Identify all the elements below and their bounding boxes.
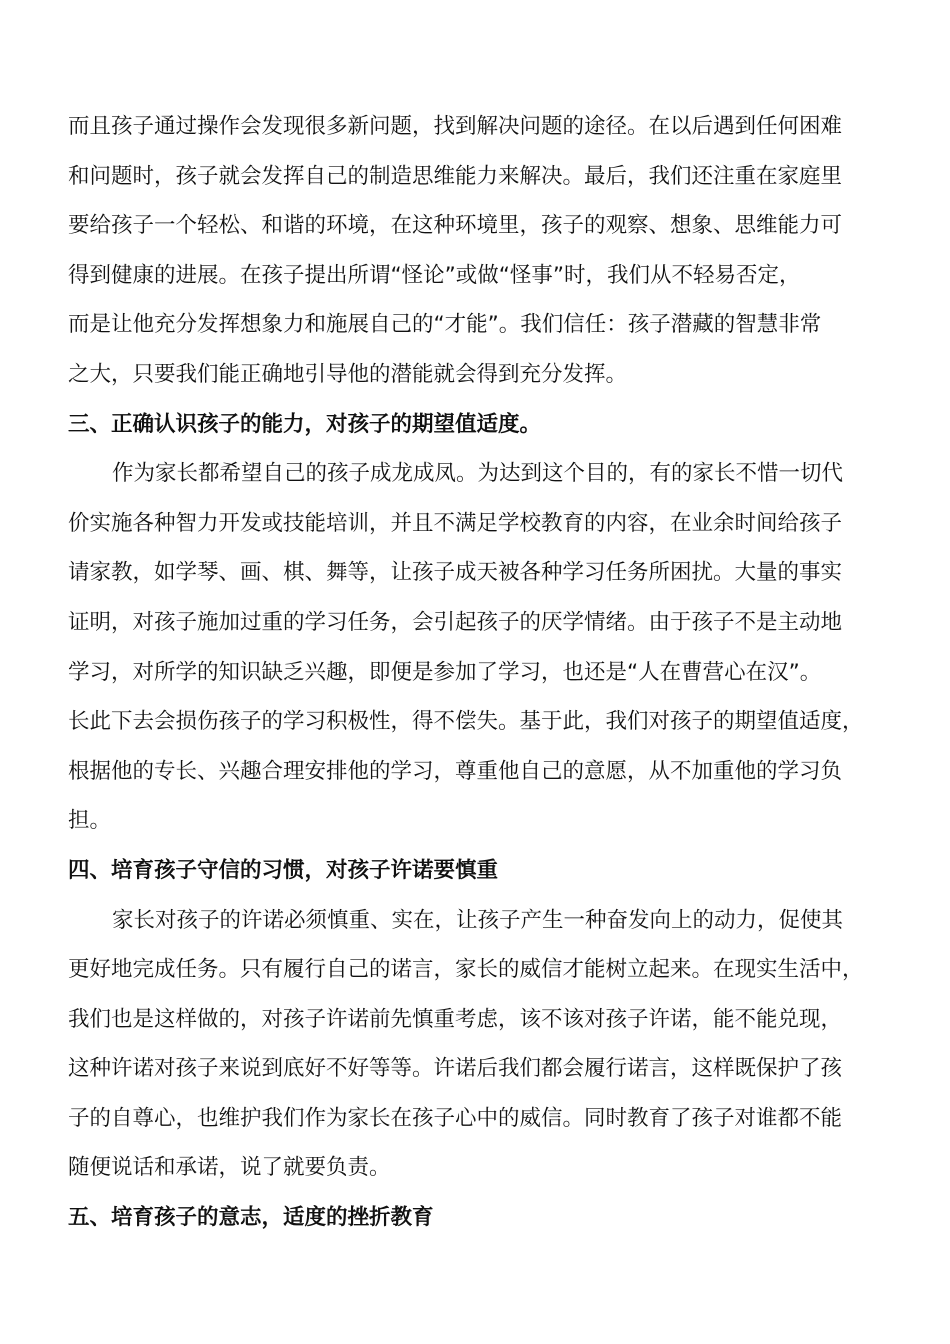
text-line: 这种许诺对孩子来说到底好不好等等。许诺后我们都会履行诺言，这样既保护了孩 [68, 1056, 843, 1082]
section-heading-text: 三、正确认识孩子的能力，对孩子的期望值适度。 [68, 411, 542, 437]
text-line: 担。 [68, 808, 112, 834]
section-heading-text: 五、培育孩子的意志，适度的挫折教育 [68, 1205, 434, 1231]
section-heading-4 [68, 846, 883, 896]
text-line: 证明，对孩子施加过重的学习任务，会引起孩子的厌学情绪。由于孩子不是主动地 [68, 609, 843, 635]
text-line: 价实施各种智力开发或技能培训，并且不满足学校教育的内容，在业余时间给孩子 [68, 510, 843, 536]
text-line: 而且孩子通过操作会发现很多新问题，找到解决问题的途径。在以后遇到任何困难 [68, 114, 843, 139]
paragraph-expectations [68, 449, 883, 846]
text-line: 随便说话和承诺，说了就要负责。 [68, 1155, 391, 1181]
text-line: 作为家长都希望自己的孩子成龙成凤。为达到这个目的，有的家长不惜一切代 [112, 461, 844, 487]
section-heading-3 [68, 400, 883, 450]
text-line: 得到健康的进展。在孩子提出所谓“怪论”或做“怪事”时，我们从不轻易否定， [68, 262, 801, 288]
paragraph-creativity-continued [68, 102, 883, 400]
text-line: 而是让他充分发挥想象力和施展自己的“才能”。我们信任：孩子潜藏的智慧非常 [68, 312, 822, 338]
text-line: 根据他的专长、兴趣合理安排他的学习，尊重他自己的意愿，从不加重他的学习负 [68, 758, 843, 784]
text-line: 更好地完成任务。只有履行自己的诺言，家长的威信才能树立起来。在现实生活中， [68, 957, 864, 983]
text-line: 和问题时，孩子就会发挥自己的制造思维能力来解决。最后，我们还注重在家庭里 [68, 163, 843, 189]
text-line: 我们也是这样做的，对孩子许诺前先慎重考虑，该不该对孩子许诺，能不能兑现， [68, 1006, 843, 1032]
text-line: 家长对孩子的许诺必须慎重、实在，让孩子产生一种奋发向上的动力，促使其 [112, 907, 844, 933]
text-line: 长此下去会损伤孩子的学习积极性，得不偿失。基于此，我们对孩子的期望值适度， [68, 709, 864, 735]
text-line: 子的自尊心，也维护我们作为家长在孩子心中的威信。同时教育了孩子对谁都不能 [68, 1105, 843, 1131]
section-heading-5 [68, 1193, 883, 1243]
document-body [68, 102, 883, 1243]
text-line: 学习，对所学的知识缺乏兴趣，即便是参加了学习，也还是“人在曹营心在汉”。 [68, 659, 822, 685]
text-line: 请家教，如学琴、画、棋、舞等，让孩子成天被各种学习任务所困扰。大量的事实 [68, 560, 843, 586]
paragraph-promises [68, 896, 883, 1194]
text-line: 之大，只要我们能正确地引导他的潜能就会得到充分发挥。 [68, 361, 628, 387]
text-line: 要给孩子一个轻松、和谐的环境，在这种环境里，孩子的观察、想象、思维能力可 [68, 213, 843, 239]
section-heading-text: 四、培育孩子守信的习惯，对孩子许诺要慎重 [68, 857, 499, 883]
